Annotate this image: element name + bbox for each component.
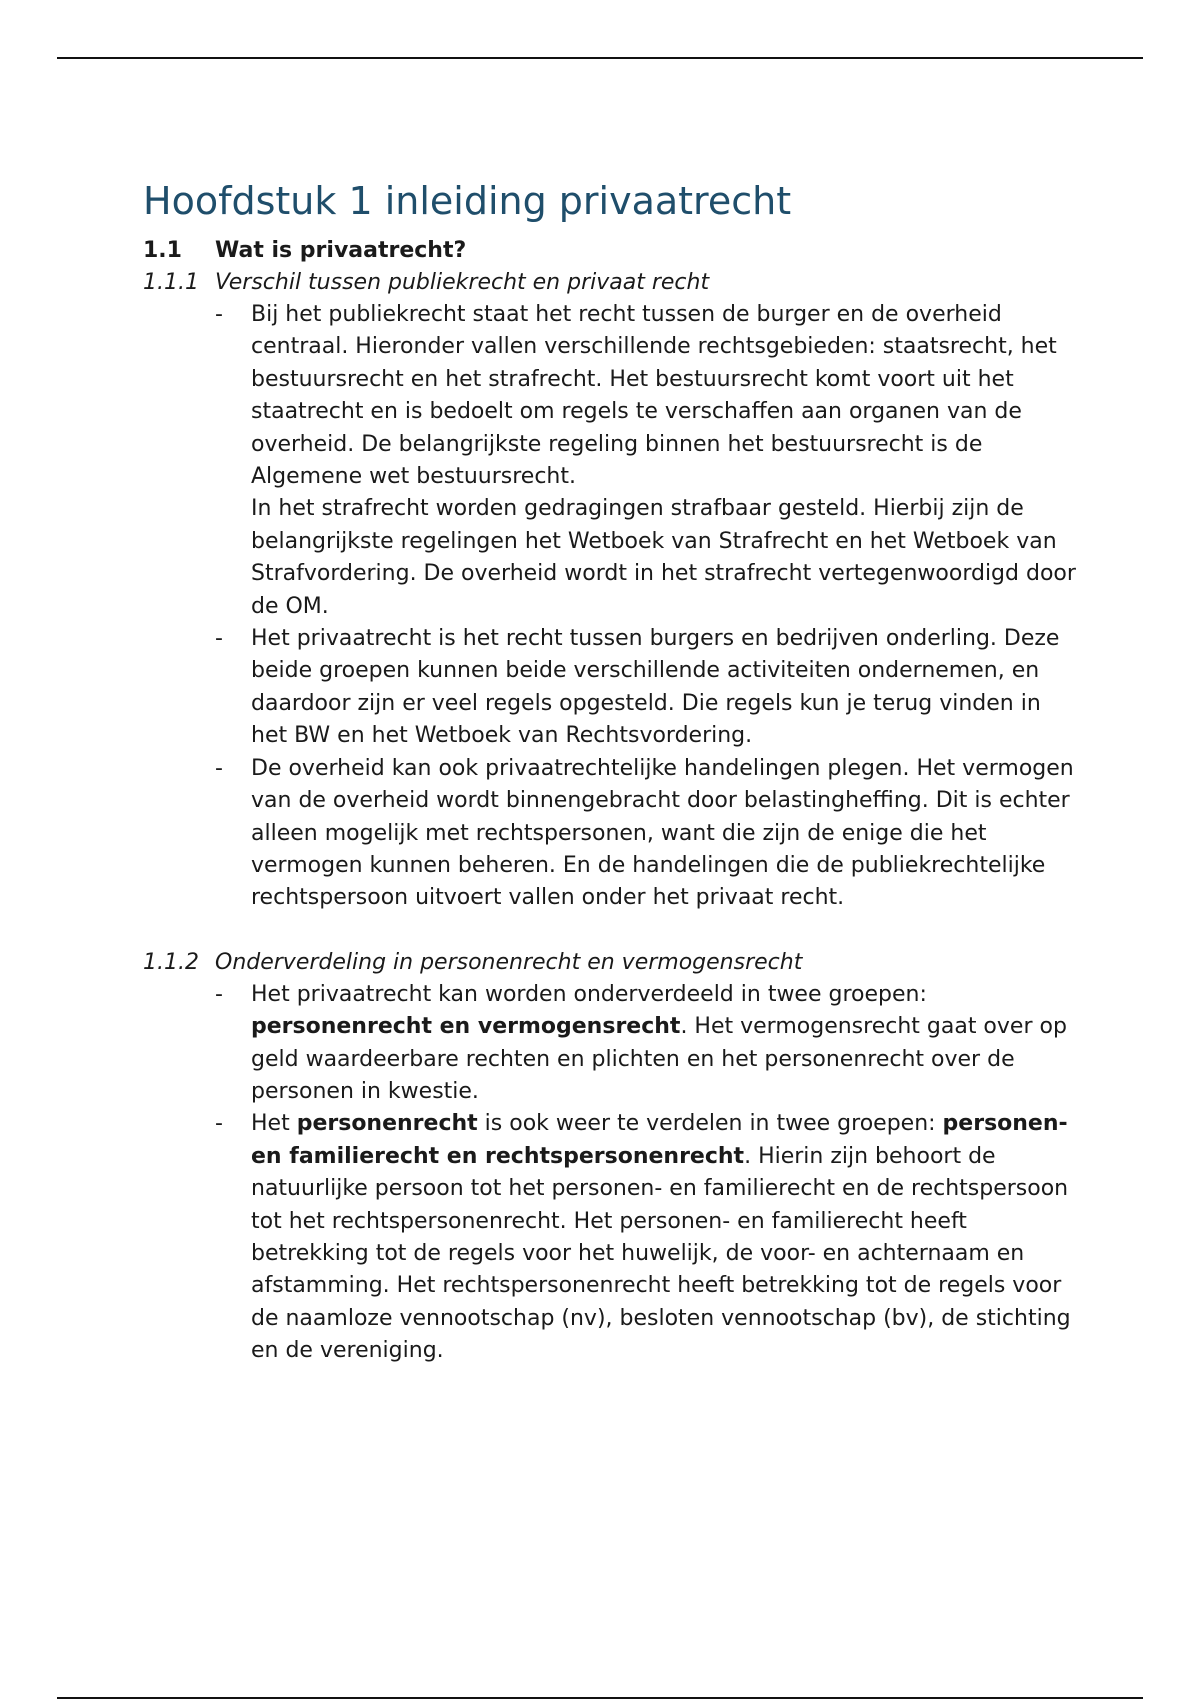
paragraph: Bij het publiekrecht staat het recht tussen de burger en de overheid centraal. Hieronder vallen verschillende rechtsgebieden: staatsrecht, het bestuursrecht en het strafrecht. Het bestuursrecht komt voort uit het staatrecht en is bedoelt om regels te verschaffen aan organen van de overheid. De belangrijkste regeling binnen het bestuursrecht is de Algemene wet bestuursrecht. (251, 302, 1057, 490)
bullet-dash: - (215, 755, 223, 781)
bold-term: personen- en familierecht en rechtspersonenrecht (251, 1111, 1068, 1169)
section-heading-1-1 (143, 235, 1083, 267)
text-run: . Hierin zijn behoort de natuurlijke persoon tot het personen- en familierecht en de rechtspersoon tot het rechtspersonenrecht. Het personen- en familierecht heeft betrekking tot de regels voor het huwelijk, de voor- en achternaam en afstamming. Het rechtspersonenrecht heeft betrekking tot de regels voor de naamloze vennootschap (nv), besloten vennootschap (bv), de stichting en de vereniging. (251, 1143, 1071, 1364)
paragraph: Het privaatrecht is het recht tussen burgers en bedrijven onderling. Deze beide groepen kunnen beide verschillende activiteiten ondernemen, en daardoor zijn er veel regels opgesteld. Die regels kun je terug vinden in het BW en het Wetboek van Rechtsvordering. (251, 626, 1060, 749)
list-item (215, 753, 1083, 915)
text-run: Het (251, 1111, 297, 1137)
subsection-title: Verschil tussen publiekrecht en privaat recht (215, 270, 710, 295)
bullet-dash: - (215, 1111, 223, 1137)
footer-rule (57, 1697, 1143, 1699)
paragraph (251, 979, 1083, 1109)
document-body (143, 175, 1083, 1368)
subsection-heading-1-1-2 (143, 947, 1083, 979)
list-item (215, 623, 1083, 753)
text-run: is ook weer te verdelen in twee groepen: (477, 1111, 943, 1137)
paragraph: In het strafrecht worden gedragingen strafbaar gesteld. Hierbij zijn de belangrijkste regelingen het Wetboek van Strafrecht en het Wetboek van Strafvordering. De overheid wordt in het strafrecht vertegenwoordigd door de OM. (251, 496, 1076, 619)
paragraph (251, 1108, 1083, 1367)
bullet-dash: - (215, 981, 223, 1007)
section-title: Wat is privaatrecht? (215, 238, 467, 263)
list-item (215, 979, 1083, 1109)
text-run: Het privaatrecht kan worden onderverdeeld in twee groepen: (251, 981, 927, 1007)
section-number: 1.1 (143, 238, 182, 263)
paragraph: De overheid kan ook privaatrechtelijke handelingen plegen. Het vermogen van de overheid wordt binnengebracht door belastingheffing. Dit is echter alleen mogelijk met rechtspersonen, want die zijn de enige die het vermogen kunnen beheren. En de handelingen die de publiekrechtelijke rechtspersoon uitvoert vallen onder het privaat recht. (251, 755, 1074, 911)
header-rule (57, 57, 1143, 59)
chapter-title: Hoofdstuk 1 inleiding privaatrecht (143, 179, 792, 223)
bullet-dash: - (215, 302, 223, 327)
list-item (215, 1108, 1083, 1367)
subsection-title: Onderverdeling in personenrecht en vermogensrecht (215, 949, 803, 975)
bullet-list-1-1-1 (143, 299, 1083, 915)
subsection-number: 1.1.2 (143, 949, 199, 975)
subsection-heading-1-1-1 (143, 267, 1083, 299)
subsection-number: 1.1.1 (143, 270, 199, 295)
bullet-list-1-1-2 (143, 979, 1083, 1368)
list-item (215, 299, 1083, 623)
bold-term: personenrecht en vermogensrecht (251, 1014, 681, 1040)
bold-term: personenrecht (296, 1111, 478, 1137)
text-run: . Het vermogensrecht gaat over op geld waardeerbare rechten en plichten en het personenrecht over de personen in kwestie. (251, 1014, 1067, 1104)
bullet-dash: - (215, 626, 223, 652)
